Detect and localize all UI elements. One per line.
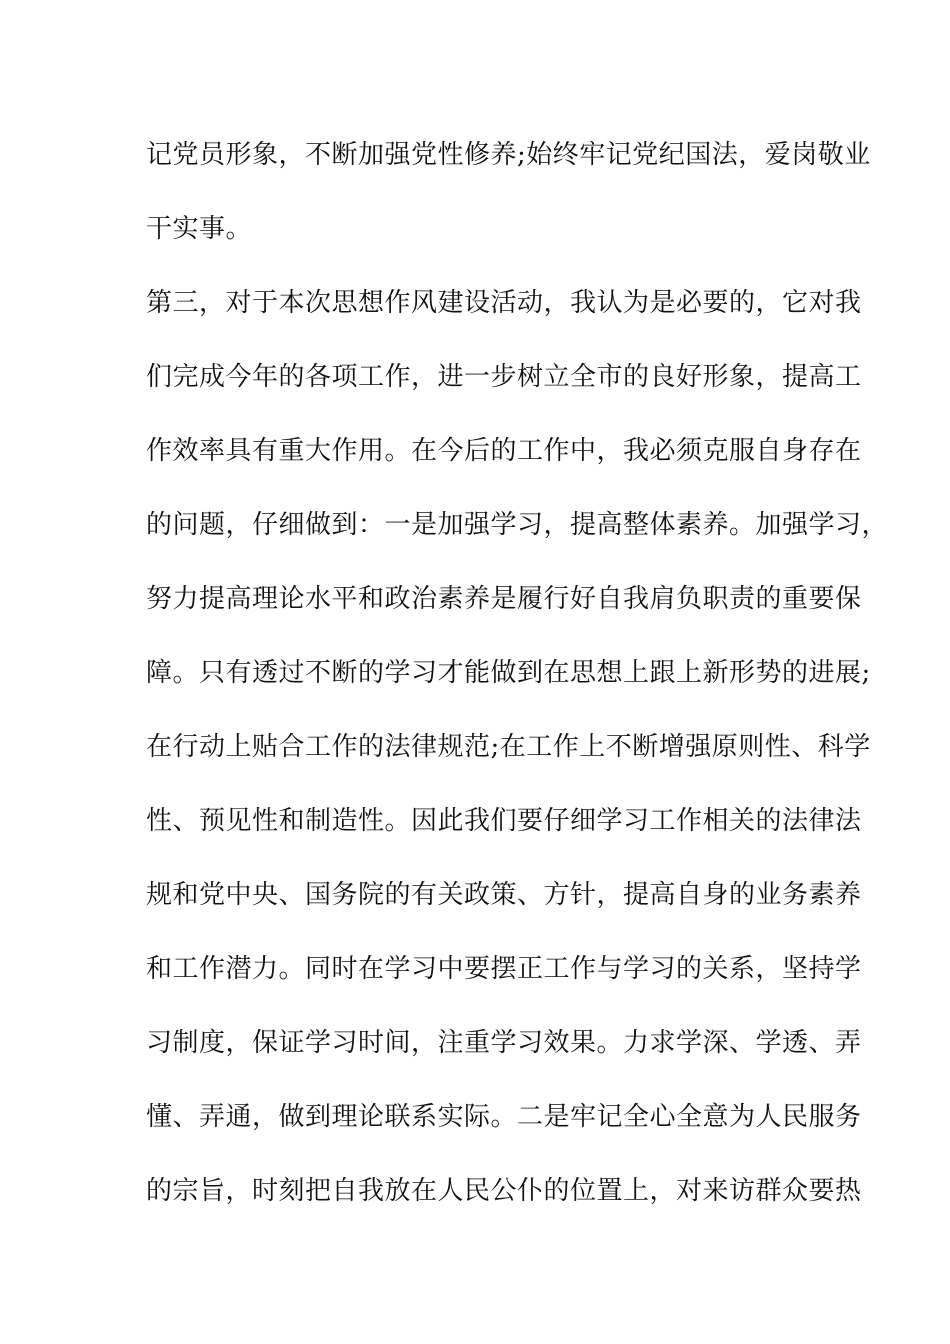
text-line: 的宗旨，时刻把自我放在人民公仆的位置上，对来访群众要热 bbox=[146, 1176, 862, 1206]
text-line: 懂、弄通，做到理论联系实际。二是牢记全心全意为人民服务 bbox=[146, 1102, 862, 1132]
text-line: 的问题，仔细做到：一是加强学习，提高整体素养。加强学习， bbox=[146, 510, 889, 540]
text-line: 作效率具有重大作用。在今后的工作中，我必须克服自身存在 bbox=[146, 436, 862, 466]
text-line: 第三，对于本次思想作风建设活动，我认为是必要的，它对我 bbox=[146, 288, 862, 318]
text-line: 和工作潜力。同时在学习中要摆正工作与学习的关系，坚持学 bbox=[146, 954, 862, 984]
text-line: 规和党中央、国务院的有关政策、方针，提高自身的业务素养 bbox=[146, 880, 862, 910]
text-line: 记党员形象，不断加强党性修养;始终牢记党纪国法，爱岗敬业 bbox=[146, 140, 871, 170]
text-line: 性、预见性和制造性。因此我们要仔细学习工作相关的法律法 bbox=[146, 806, 862, 836]
text-line: 们完成今年的各项工作，进一步树立全市的良好形象，提高工 bbox=[146, 362, 862, 392]
text-line: 在行动上贴合工作的法律规范;在工作上不断增强原则性、科学 bbox=[146, 732, 871, 762]
text-line: 障。只有透过不断的学习才能做到在思想上跟上新形势的进展; bbox=[146, 658, 871, 688]
text-line: 干实事。 bbox=[146, 214, 253, 244]
text-line: 努力提高理论水平和政治素养是履行好自我肩负职责的重要保 bbox=[146, 584, 862, 614]
text-line: 习制度，保证学习时间，注重学习效果。力求学深、学透、弄 bbox=[146, 1028, 862, 1058]
